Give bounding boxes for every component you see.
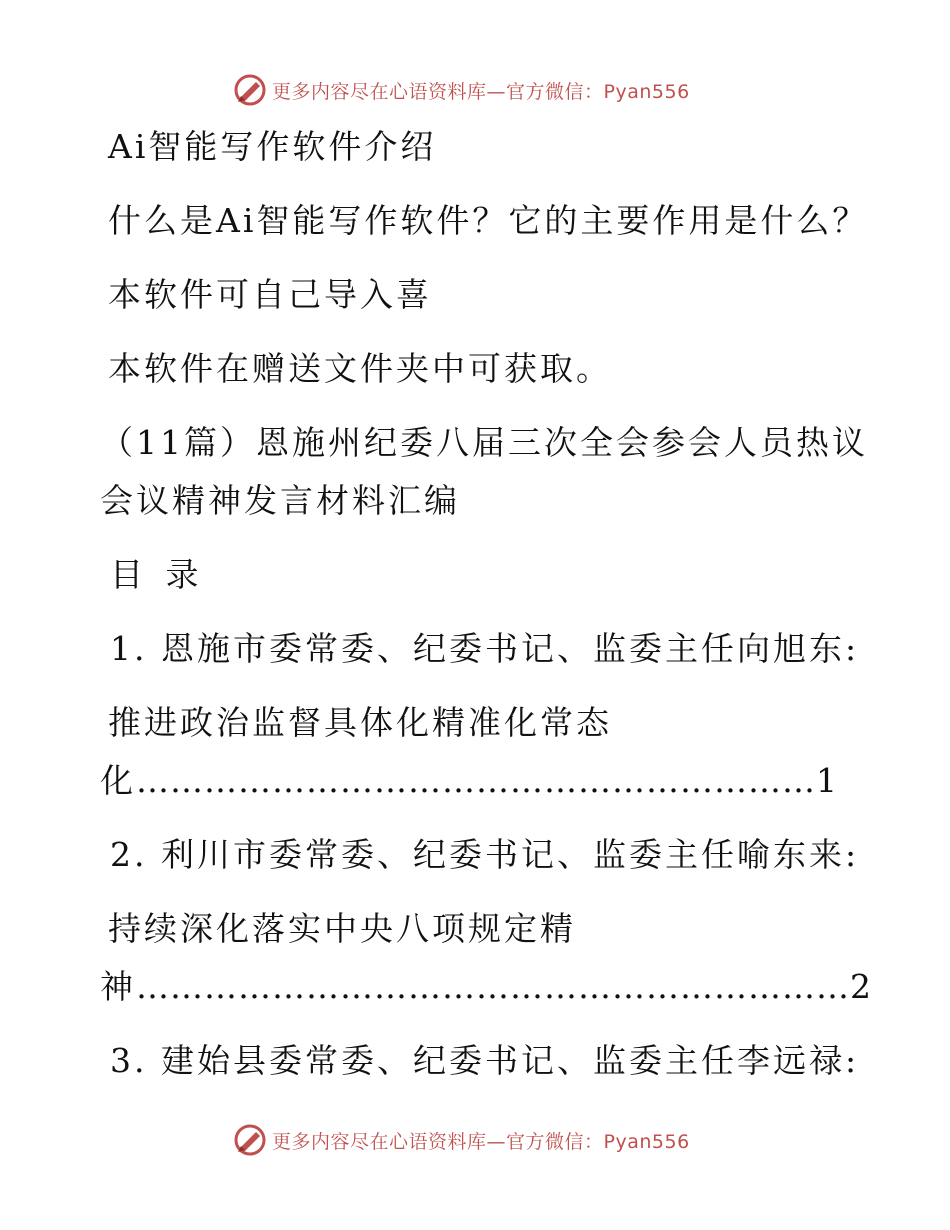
software-intro-title: Ai智能写作软件介绍	[108, 127, 437, 166]
toc-item-1-title: 推进政治监督具体化精准化常态	[108, 703, 612, 742]
toc-item-2-page: 2	[850, 967, 874, 1006]
watermark-text: 更多内容尽在心语资料库—官方微信：Pyan556	[272, 1130, 690, 1153]
toc-item-2-title: 持续深化落实中央八项规定精	[108, 909, 576, 948]
toc-item-3-heading	[110, 1041, 859, 1081]
toc-item-2-tail: 神	[100, 967, 136, 1006]
document-title-line-1: （11篇）恩施州纪委八届三次全会参会人员热议	[100, 423, 868, 462]
toc-item-1-leader: ……………………………………………………	[136, 761, 816, 800]
toc-item-2-speaker: 利川市委常委、纪委书记、监委主任喻东来:	[161, 835, 860, 874]
toc-item-1-page: 1	[816, 761, 840, 800]
toc-item-3-speaker: 建始县委常委、纪委书记、监委主任李远禄:	[161, 1041, 860, 1080]
software-question: 什么是Ai智能写作软件？它的主要作用是什么？	[108, 201, 869, 240]
toc-item-1-number: 1.	[110, 629, 148, 668]
toc-item-2-leader: ………………………………………………………	[136, 967, 850, 1006]
toc-item-2-number: 2.	[110, 835, 148, 874]
watermark-text: 更多内容尽在心语资料库—官方微信：Pyan556	[272, 80, 690, 103]
toc-item-2-heading	[110, 835, 859, 875]
software-import-note: 本软件可自己导入喜	[108, 275, 432, 314]
toc-item-1-tail: 化	[100, 761, 136, 800]
pen-icon	[232, 72, 268, 108]
toc-heading: 目 录	[110, 555, 205, 594]
toc-item-1-speaker: 恩施市委常委、纪委书记、监委主任向旭东:	[161, 629, 860, 668]
toc-item-2-leader-line	[100, 967, 874, 1007]
document-title-line-2: 会议精神发言材料汇编	[100, 481, 460, 520]
software-gift-note: 本软件在赠送文件夹中可获取。	[108, 349, 612, 388]
toc-item-3-number: 3.	[110, 1041, 148, 1080]
footer-watermark	[232, 1120, 690, 1160]
toc-item-1-heading	[110, 629, 859, 669]
pen-icon	[232, 1122, 268, 1158]
header-watermark	[232, 70, 690, 110]
toc-item-1-leader-line	[100, 761, 840, 801]
